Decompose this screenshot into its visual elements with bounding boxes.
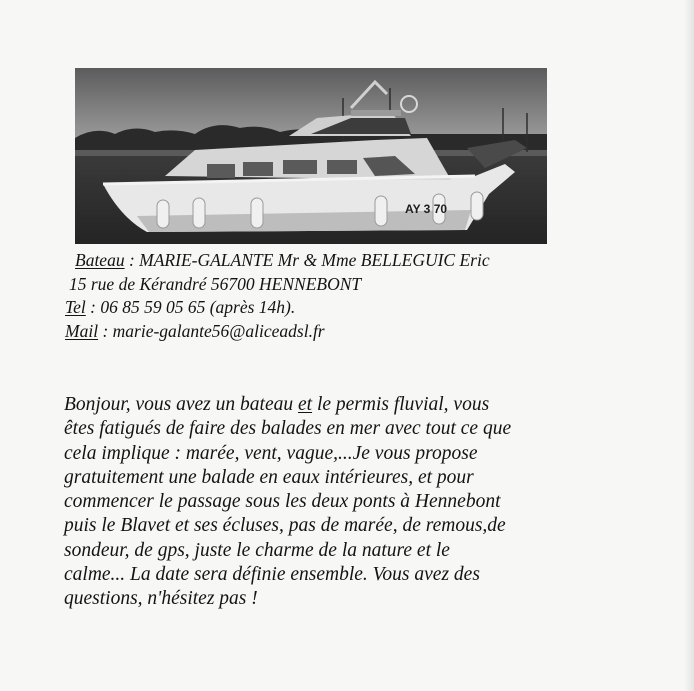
email-text: : marie-galante56@aliceadsl.fr bbox=[98, 320, 325, 341]
boat-photo-drawing bbox=[75, 68, 547, 244]
tel-label: Tel bbox=[65, 297, 86, 317]
paragraph-line-6: puis le Blavet et ses écluses, pas de marée, de remous,de bbox=[64, 515, 506, 537]
phone-text: : 06 85 59 05 65 (après 14h). bbox=[85, 297, 296, 317]
paragraph-line-1-end: le permis fluvial, vous bbox=[312, 394, 490, 415]
paragraph-line-1-start: Bonjour, vous avez un bateau bbox=[64, 394, 298, 415]
paragraph-line-3: cela implique : marée, vent, vague,...Je vous propose bbox=[64, 442, 478, 464]
scan-edge-shadow bbox=[684, 0, 694, 691]
mail-label: Mail bbox=[65, 320, 99, 341]
email-line bbox=[65, 320, 635, 344]
contact-block bbox=[65, 249, 635, 343]
paragraph-line-5: commencer le passage sous les deux ponts à Hennebont bbox=[64, 491, 501, 513]
boat-label: Bateau bbox=[75, 250, 125, 270]
address-line: 15 rue de Kérandré 56700 HENNEBONT bbox=[69, 273, 362, 294]
paragraph-line-9: questions, n'hésitez pas ! bbox=[64, 588, 258, 610]
phone-line bbox=[65, 296, 635, 320]
paragraph-line-2: êtes fatigués de faire des balades en mer avec tout ce que bbox=[64, 418, 512, 440]
paragraph-line-1 bbox=[64, 393, 654, 417]
boat-owner-line bbox=[75, 249, 635, 273]
paragraph-line-8: calme... La date sera définie ensemble. Vous avez des bbox=[64, 564, 480, 586]
invitation-paragraph bbox=[64, 393, 654, 612]
paragraph-line-4: gratuitement une balade en eaux intérieures, et pour bbox=[64, 466, 474, 488]
paragraph-emphasis-et: et bbox=[297, 394, 313, 415]
boat-photo bbox=[75, 68, 547, 244]
paragraph-line-7: sondeur, de gps, juste le charme de la nature et le bbox=[64, 539, 450, 561]
boat-owner-text: : MARIE-GALANTE Mr & Mme BELLEGUIC Eric bbox=[124, 250, 490, 270]
hull-marking: AY 3 70 bbox=[405, 202, 448, 216]
